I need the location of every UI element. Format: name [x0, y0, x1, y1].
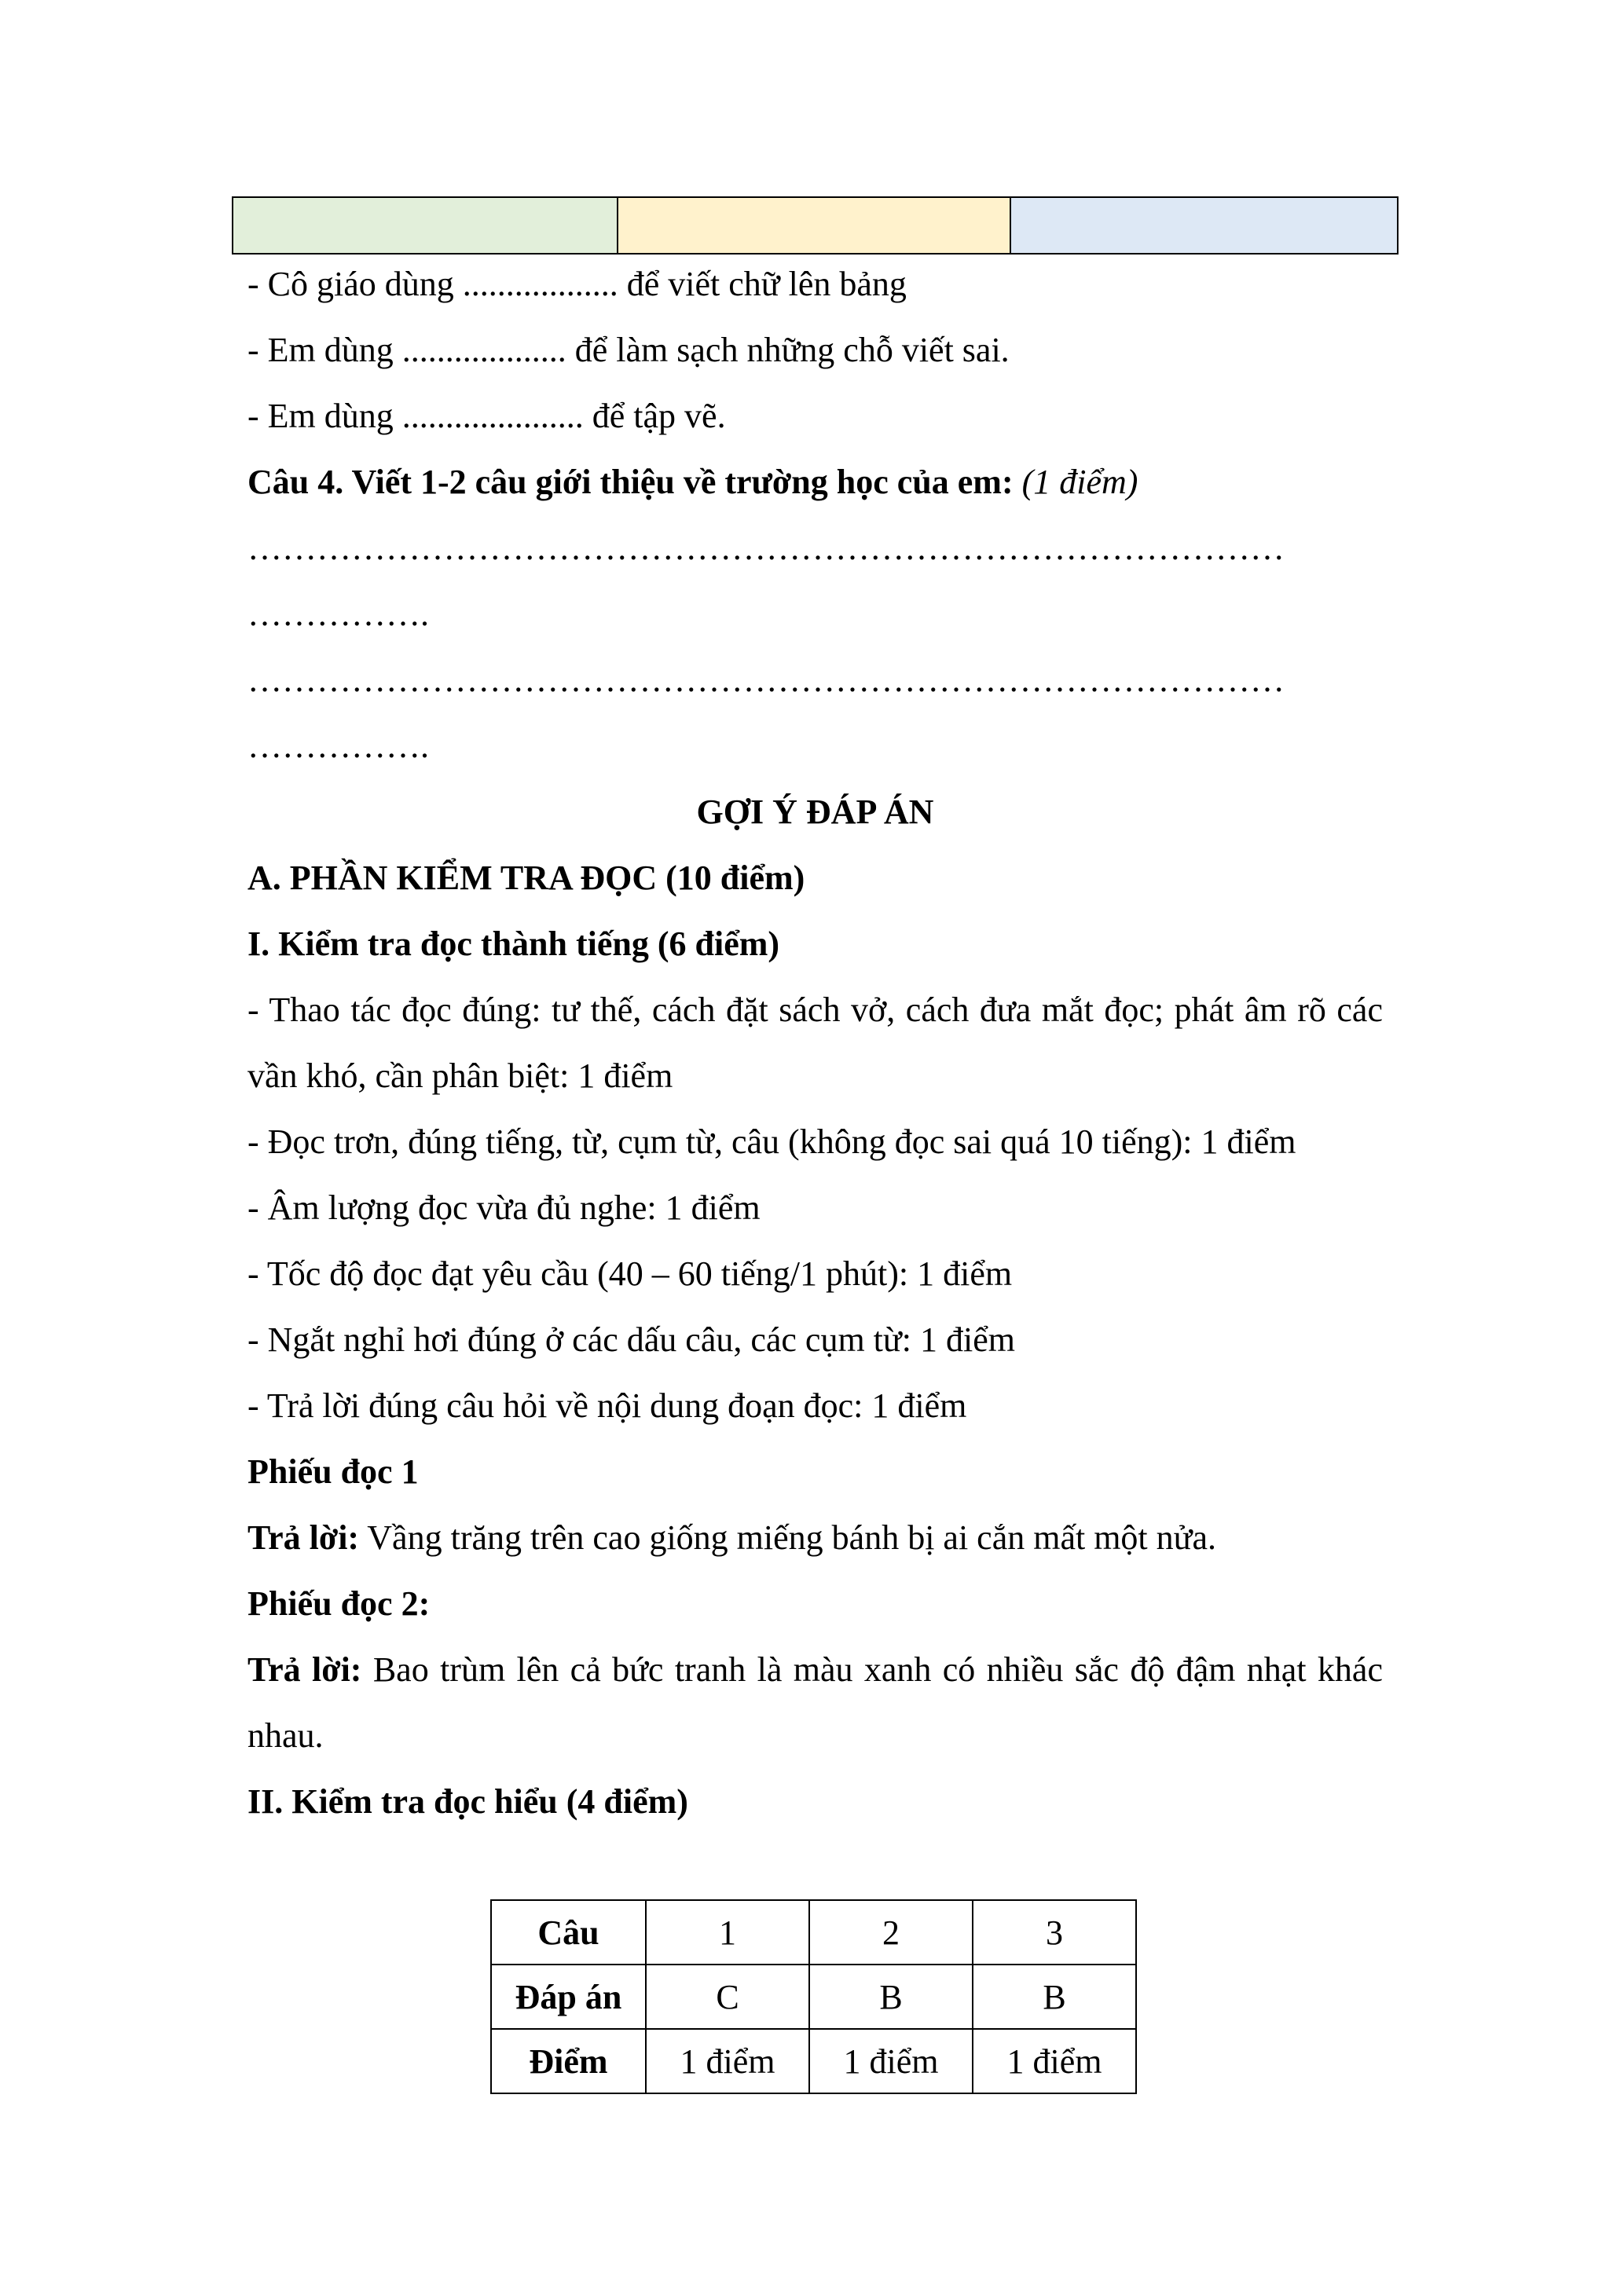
sheet2-title: Phiếu đọc 2: — [247, 1584, 431, 1623]
row-label: Đáp án — [491, 1965, 646, 2029]
table-row — [491, 1900, 1136, 1965]
answer-dotted-line: ……………. — [247, 595, 429, 633]
answer-key-title: GỢI Ý ĐÁP ÁN — [696, 793, 934, 831]
answer-dotted-line: ……………. — [247, 727, 429, 765]
question4-label: Câu 4. Viết 1-2 câu giới thiệu về trường học của em: — [247, 463, 1014, 501]
sheet2-answer — [247, 1637, 1383, 1769]
question4-points: (1 điểm) — [1021, 463, 1138, 501]
row-label: Câu — [491, 1900, 646, 1965]
criteria-item: - Trả lời đúng câu hỏi về nội dung đoạn đọc: 1 điểm — [247, 1386, 967, 1425]
table-cell: C — [646, 1965, 809, 2029]
answer-label: Trả lời: — [247, 1518, 360, 1557]
yellow-cell — [618, 197, 1010, 254]
criteria-item: - Thao tác đọc đúng: tư thế, cách đặt sách vở, cách đưa mắt đọc; phát âm rõ các vần khó, cần phân biệt: 1 điểm — [247, 991, 1383, 1095]
answer-dotted-line: ……………………………………………………………………………… — [247, 661, 1285, 699]
table-cell: 1 điểm — [646, 2029, 809, 2093]
criteria-item: - Tốc độ đọc đạt yêu cầu (40 – 60 tiếng/1 phút): 1 điểm — [247, 1254, 1013, 1293]
table-cell: 1 — [646, 1900, 809, 1965]
answer-label: Trả lời: — [247, 1650, 362, 1689]
part1-heading: I. Kiểm tra đọc thành tiếng (6 điểm) — [247, 925, 780, 963]
row-label: Điểm — [491, 2029, 646, 2093]
answer-dotted-line: ……………………………………………………………………………… — [247, 529, 1285, 567]
table-row — [491, 2029, 1136, 2093]
answer-table — [490, 1899, 1137, 2094]
part2-heading: II. Kiểm tra đọc hiểu (4 điểm) — [247, 1782, 688, 1821]
sheet1-title: Phiếu đọc 1 — [247, 1452, 419, 1491]
answer-text: Bao trùm lên cả bức tranh là màu xanh có nhiều sắc độ đậm nhạt khác nhau. — [247, 1650, 1383, 1755]
table-row — [491, 1965, 1136, 2029]
table-cell: 1 điểm — [809, 2029, 973, 2093]
criteria-item: - Âm lượng đọc vừa đủ nghe: 1 điểm — [247, 1188, 761, 1227]
question4 — [247, 449, 1383, 515]
sheet1-answer — [247, 1505, 1383, 1571]
green-cell — [233, 197, 618, 254]
exercise3-line: - Em dùng ..................... để tập vẽ. — [247, 397, 726, 435]
table-cell: 3 — [973, 1900, 1136, 1965]
criteria-item: - Đọc trơn, đúng tiếng, từ, cụm từ, câu (không đọc sai quá 10 tiếng): 1 điểm — [247, 1122, 1296, 1161]
color-header-table — [232, 196, 1399, 255]
answer-text: Vầng trăng trên cao giống miếng bánh bị ai cắn mất một nửa. — [359, 1518, 1217, 1557]
criteria-item: - Ngắt nghỉ hơi đúng ở các dấu câu, các cụm từ: 1 điểm — [247, 1320, 1015, 1359]
exercise3-line: - Em dùng ................... để làm sạch những chỗ viết sai. — [247, 331, 1010, 369]
section-a-heading: A. PHẦN KIỂM TRA ĐỌC (10 điểm) — [247, 859, 805, 897]
table-cell: B — [809, 1965, 973, 2029]
exercise3-line: - Cô giáo dùng .................. để viết chữ lên bảng — [247, 265, 907, 303]
table-cell: 2 — [809, 1900, 973, 1965]
blue-cell — [1010, 197, 1398, 254]
document-body — [247, 251, 1383, 1835]
table-cell: 1 điểm — [973, 2029, 1136, 2093]
table-cell: B — [973, 1965, 1136, 2029]
